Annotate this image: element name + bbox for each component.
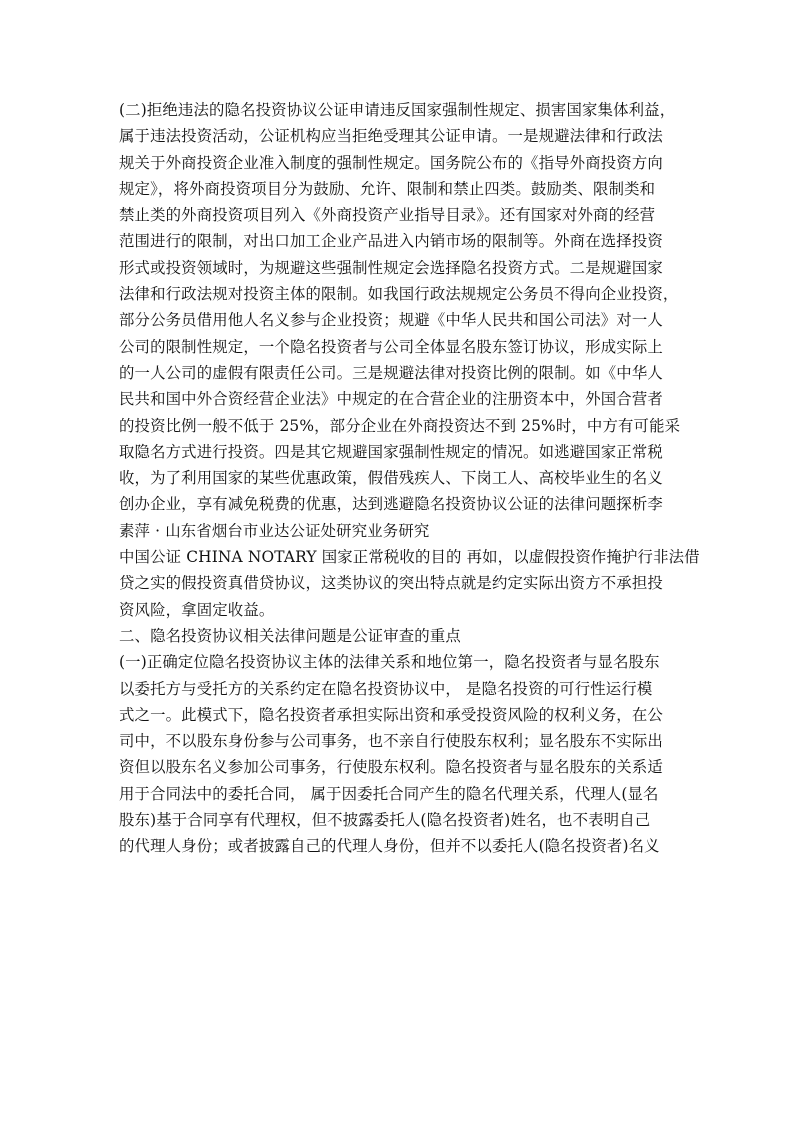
text-line: 的一人公司的虚假有限责任公司。三是规避法律对投资比例的限制。如《中华人: [119, 363, 663, 382]
text-line: 范围进行的限制，对出口加工企业产品进入内销市场的限制等。外商在选择投资: [119, 232, 663, 251]
text-line: 用于合同法中的委托合同， 属于因委托合同产生的隐名代理关系，代理人(显名: [119, 784, 659, 803]
text-line: 资但以股东名义参加公司事务，行使股东权利。隐名投资者与显名股东的关系适: [119, 758, 663, 777]
text-line: 的代理人身份；或者披露自己的代理人身份，但并不以委托人(隐名投资者)名义: [119, 837, 660, 856]
text-line: 属于违法投资活动，公证机构应当拒绝受理其公证申请。一是规避法律和行政法: [119, 127, 663, 146]
text-line: 禁止类的外商投资项目列入《外商投资产业指导目录》。还有国家对外商的经营: [119, 206, 656, 225]
text-line: 以委托方与受托方的关系约定在隐名投资协议中， 是隐名投资的可行性运行模: [119, 679, 653, 698]
text-line: (二)拒绝违法的隐名投资协议公证申请违反国家强制性规定、损害国家集体利益，: [119, 101, 676, 119]
text-line: 式之一。此模式下，隐名投资者承担实际出资和承受投资风险的权利义务，在公: [119, 705, 663, 724]
text-line: 规关于外商投资企业准入制度的强制性规定。国务院公布的《指导外商投资方向: [119, 153, 663, 172]
text-line: 民共和国中外合资经营企业法》中规定的在合营企业的注册资本中，外国合营者: [119, 390, 663, 409]
text-line: (一)正确定位隐名投资协议主体的法律关系和地位第一，隐名投资者与显名股东: [119, 653, 660, 672]
text-line: 素萍 · 山东省烟台市业达公证处研究业务研究: [119, 521, 430, 540]
text-line: 收，为了利用国家的某些优惠政策，假借残疾人、下岗工人、高校毕业生的名义: [119, 469, 663, 488]
text-line: 创办企业，享有减免税费的优惠，达到逃避隐名投资协议公证的法律问题探析李: [119, 495, 663, 514]
text-line: 公司的限制性规定，一个隐名投资者与公司全体显名股东签订协议，形成实际上: [119, 337, 663, 356]
text-line: 取隐名方式进行投资。四是其它规避国家强制性规定的情况。如逃避国家正常税: [119, 442, 663, 461]
text-line: 股东)基于合同享有代理权，但不披露委托人(隐名投资者)姓名，也不表明自己: [119, 811, 651, 830]
text-line: 中国公证 CHINA NOTARY 国家正常税收的目的 再如，以虚假投资作掩护行非法借: [119, 548, 700, 567]
text-line: 的投资比例一般不低于 25%，部分企业在外商投资达不到 25%时，中方有可能采: [119, 416, 681, 435]
document-body: [119, 97, 700, 860]
text-line: 司中，不以股东身份参与公司事务，也不亲自行使股东权利；显名股东不实际出: [119, 732, 663, 751]
text-line: 贷之实的假投资真借贷协议，这类协议的突出特点就是约定实际出资方不承担投: [119, 574, 663, 593]
text-line: 部分公务员借用他人名义参与企业投资；规避《中华人民共和国公司法》对一人: [119, 311, 663, 330]
text-line: 法律和行政法规对投资主体的限制。如我国行政法规规定公务员不得向企业投资，: [119, 285, 679, 304]
text-line: 资风险，拿固定收益。: [119, 600, 275, 619]
section-heading: 二、隐名投资协议相关法律问题是公证审查的重点: [119, 626, 461, 645]
text-line: 规定》，将外商投资项目分为鼓励、允许、限制和禁止四类。鼓励类、限制类和: [119, 179, 656, 198]
text-line: 形式或投资领域时，为规避这些强制性规定会选择隐名投资方式。二是规避国家: [119, 258, 663, 277]
